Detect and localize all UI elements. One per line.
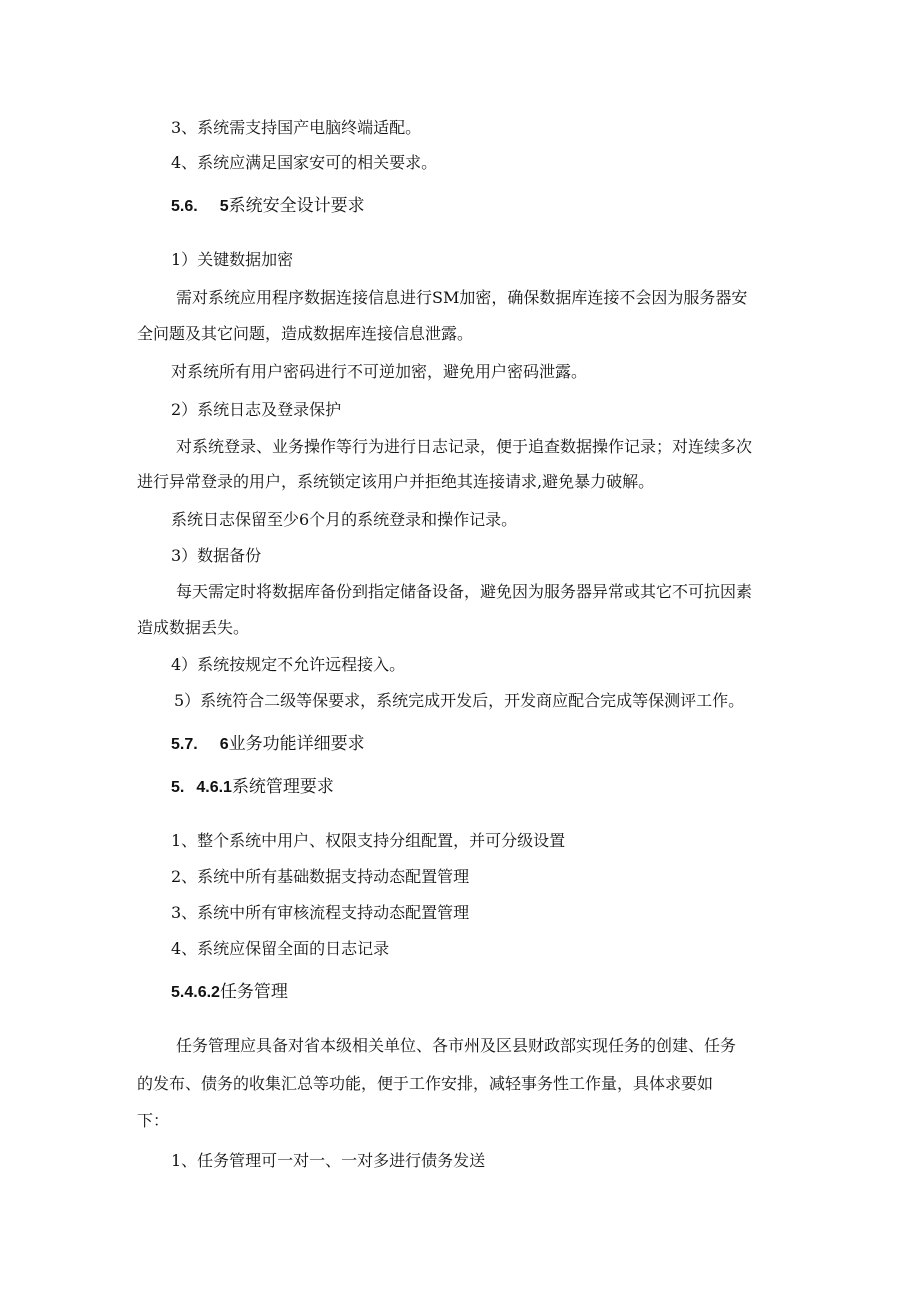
subheading-key-data: 1）关键数据加密 <box>171 250 294 269</box>
section-title-number: 6 <box>219 736 229 753</box>
list-item-remote: 4）系统按规定不允许远程接入。 <box>171 655 406 674</box>
paragraph-line: 全问题及其它问题，造成数据库连接信息泄露。 <box>137 324 474 343</box>
section-title: 任务管理 <box>219 982 288 1002</box>
section-heading-5-4-6-2 <box>171 981 288 1004</box>
list-item-4: 4、系统应满足国家安可的相关要求。 <box>171 153 438 172</box>
list-item-protection: 5）系统符合二级等保要求，系统完成开发后，开发商应配合完成等保测评工作。 <box>174 691 745 710</box>
section-title: 业务功能详细要求 <box>228 734 365 754</box>
paragraph-line: 下： <box>137 1111 170 1130</box>
section-number: 5.4.6.2 <box>171 984 220 1001</box>
section-heading-5-4-6-1 <box>171 776 334 799</box>
section-title-number: 5 <box>219 198 229 215</box>
section-heading-5-7 <box>171 733 365 756</box>
section-title: 系统管理要求 <box>231 777 334 797</box>
section-number: 5.6. <box>171 198 198 215</box>
paragraph-line: 进行异常登录的用户，系统锁定该用户并拒绝其连接请求,避免暴力破解。 <box>137 472 655 491</box>
list-item: 3、系统中所有审核流程支持动态配置管理 <box>171 903 470 922</box>
paragraph-line: 对系统登录、业务操作等行为进行日志记录，便于追查数据操作记录；对连续多次 <box>176 437 753 456</box>
subheading-log: 2）系统日志及登录保护 <box>171 400 342 419</box>
list-item-3: 3、系统需支持国产电脑终端适配。 <box>171 118 422 137</box>
subheading-backup: 3）数据备份 <box>171 546 262 565</box>
section-heading-5-6 <box>171 195 365 218</box>
section-number: 5.7. <box>171 736 198 753</box>
section-number: 5. <box>171 779 185 796</box>
list-item: 2、系统中所有基础数据支持动态配置管理 <box>171 867 470 886</box>
section-title: 系统安全设计要求 <box>228 196 365 216</box>
paragraph-password: 对系统所有用户密码进行不可逆加密，避免用户密码泄露。 <box>171 362 588 381</box>
paragraph-line: 任务管理应具备对省本级相关单位、各市州及区县财政部实现任务的创建、任务 <box>176 1036 737 1055</box>
paragraph-line: 每天需定时将数据库备份到指定储备设备，避免因为服务器异常或其它不可抗因素 <box>176 582 753 601</box>
paragraph-line: 需对系统应用程序数据连接信息进行SM加密，确保数据库连接不会因为服务器安 <box>176 288 748 307</box>
list-item: 1、任务管理可一对一、一对多进行债务发送 <box>171 1151 486 1170</box>
list-item: 4、系统应保留全面的日志记录 <box>171 939 390 958</box>
paragraph-line: 的发布、债务的收集汇总等功能，便于工作安排，减轻事务性工作量，具体求要如 <box>137 1074 714 1093</box>
list-item: 1、整个系统中用户、权限支持分组配置，并可分级设置 <box>171 831 566 850</box>
paragraph-line: 造成数据丢失。 <box>137 618 250 637</box>
paragraph-log-retention: 系统日志保留至少6个月的系统登录和操作记录。 <box>171 510 518 529</box>
section-number-sub: 4.6.1 <box>196 779 232 796</box>
